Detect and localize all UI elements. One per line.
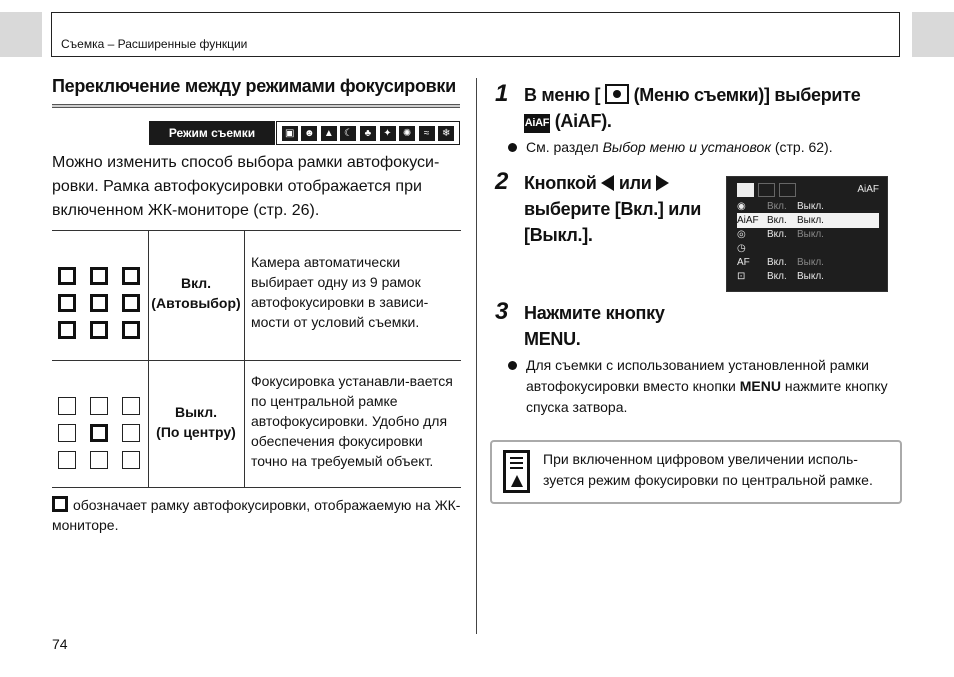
right-arrow-icon xyxy=(656,175,669,191)
snow-mode-icon: ❄ xyxy=(438,126,454,141)
page-header xyxy=(51,12,900,57)
mode-label: Режим съемки xyxy=(149,121,275,145)
header-title: Съемка – Расширенные функции xyxy=(61,37,248,51)
step-3-text-b: MENU. xyxy=(524,329,581,349)
lcd-shoot-tab-icon xyxy=(737,183,754,197)
step-2-number: 2 xyxy=(495,168,509,195)
step-1-text xyxy=(524,82,894,134)
section-rule xyxy=(52,104,460,108)
lcd-row-off: Выкл. xyxy=(797,229,824,240)
step-3-bullet xyxy=(508,355,893,418)
table-row-divider xyxy=(52,360,461,361)
step-3-text-a: Нажмите кнопку xyxy=(524,303,665,323)
step-2-text-c: выберите [Вкл.] или [Выкл.]. xyxy=(524,199,701,245)
lcd-row-on: Вкл. xyxy=(767,257,787,268)
lcd-row-off: Выкл. xyxy=(797,201,824,212)
row-off-label-main: Выкл. xyxy=(174,404,218,420)
intro-paragraph: Можно изменить способ выбора рамки автофокуси-ровки. Рамка автофокусировки отображается при включенном ЖК-мониторе (стр. 26). xyxy=(52,154,440,219)
row-on-label-sub: (Автовыбор) xyxy=(151,295,241,311)
lcd-row-icon: ◷ xyxy=(737,243,746,254)
lcd-row-icon: ◎ xyxy=(737,229,746,240)
table-col-divider-2 xyxy=(244,230,245,487)
step-1-bullet-c: (стр. 62). xyxy=(770,139,833,155)
row-on-label xyxy=(150,273,242,313)
af-frame-center-icon xyxy=(58,397,140,469)
step-1-text-a: В меню [ xyxy=(524,85,601,105)
tip-text: При включенном цифровом увеличении исполь-зуется режим фокусировки по центральной рамке. xyxy=(543,451,873,488)
lcd-row-on: Вкл. xyxy=(767,201,787,212)
mode-icons-strip xyxy=(276,121,460,145)
row-off-label-sub: (По центру) xyxy=(156,424,236,440)
lcd-row xyxy=(737,269,879,284)
lcd-menu-screenshot xyxy=(726,176,888,292)
lcd-row xyxy=(737,255,879,270)
fireworks-mode-icon: ✺ xyxy=(399,126,415,141)
lcd-my-tab-icon xyxy=(779,183,796,197)
step-2-text-a: Кнопкой xyxy=(524,173,597,193)
lcd-row xyxy=(737,199,879,214)
lcd-row xyxy=(737,241,879,256)
step-1-bullet xyxy=(508,137,898,158)
table-top-border xyxy=(52,230,461,231)
row-on-description: Камера автоматически выбирает одну из 9 рамок автофокусировки в зависи-мости от условий съемки. xyxy=(251,254,429,330)
page-number: 74 xyxy=(52,636,68,652)
lcd-row-icon: ⊡ xyxy=(737,271,746,282)
step-1-text-b: (Меню съемки)] выберите xyxy=(633,85,861,105)
auto-mode-icon: ▣ xyxy=(282,126,298,141)
aiaf-icon: AiAF xyxy=(524,114,550,133)
row-off-description: Фокусировка устанавли-вается по центральной рамке автофокусировки. Удобно для обеспечения фокусировки точно на требуемый объект. xyxy=(251,373,453,469)
row-off-label xyxy=(150,402,242,442)
lcd-row-off: Выкл. xyxy=(797,257,824,268)
step-3-bullet-c: нажмите кнопку спуска затвора. xyxy=(526,378,888,415)
left-tab xyxy=(0,12,42,57)
landscape-mode-icon: ▲ xyxy=(321,126,337,141)
kids-mode-icon: ♣ xyxy=(360,126,376,141)
lcd-row-selected xyxy=(737,213,879,228)
note-icon xyxy=(503,450,530,493)
lcd-row-on: Вкл. xyxy=(767,229,787,240)
table-col-divider-1 xyxy=(148,230,149,487)
night-mode-icon: ☾ xyxy=(340,126,356,141)
step-1-bullet-a: См. раздел xyxy=(526,139,603,155)
bullet-dot xyxy=(508,143,517,152)
left-arrow-icon xyxy=(601,175,614,191)
column-divider xyxy=(476,78,477,634)
af-frames-all-icon xyxy=(58,267,140,339)
step-1-number: 1 xyxy=(495,80,509,107)
camera-menu-icon xyxy=(605,84,629,104)
af-frame-note xyxy=(52,495,462,535)
portrait-mode-icon: ☻ xyxy=(301,126,317,141)
step-1-bullet-link: Выбор меню и установок xyxy=(602,139,771,155)
section-title: Переключение между режимами фокусировки xyxy=(52,76,456,96)
lcd-header: AiAF xyxy=(857,184,879,195)
bullet-dot xyxy=(508,361,517,370)
lcd-row-on: Вкл. xyxy=(767,215,787,226)
af-frame-note-text: обозначает рамку автофокусировки, отображаемую на ЖК-мониторе. xyxy=(52,497,461,533)
right-tab xyxy=(912,12,954,57)
step-3-bullet-menu: MENU xyxy=(739,378,781,394)
row-on-label-main: Вкл. xyxy=(180,275,212,291)
lcd-row-off: Выкл. xyxy=(797,215,824,226)
lcd-row-off: Выкл. xyxy=(797,271,824,282)
underwater-mode-icon: ≈ xyxy=(419,126,435,141)
step-1-text-c: (AiAF). xyxy=(554,111,612,131)
af-frame-icon xyxy=(52,496,68,512)
lcd-setup-tab-icon xyxy=(758,183,775,197)
step-2-text xyxy=(524,170,716,248)
step-3-bullet-a: Для съемки с использованием установленной рамки автофокусировки вместо кнопки xyxy=(526,357,869,394)
indoor-mode-icon: ✦ xyxy=(380,126,396,141)
step-2-text-b: или xyxy=(618,173,652,193)
table-bottom-border xyxy=(52,487,461,488)
lcd-row-icon: AF xyxy=(737,257,750,268)
step-3-text xyxy=(524,300,774,352)
lcd-row-on: Вкл. xyxy=(767,271,787,282)
lcd-row xyxy=(737,227,879,242)
lcd-row-icon: AiAF xyxy=(737,215,759,226)
lcd-row-icon: ◉ xyxy=(737,201,746,212)
step-3-number: 3 xyxy=(495,298,509,325)
